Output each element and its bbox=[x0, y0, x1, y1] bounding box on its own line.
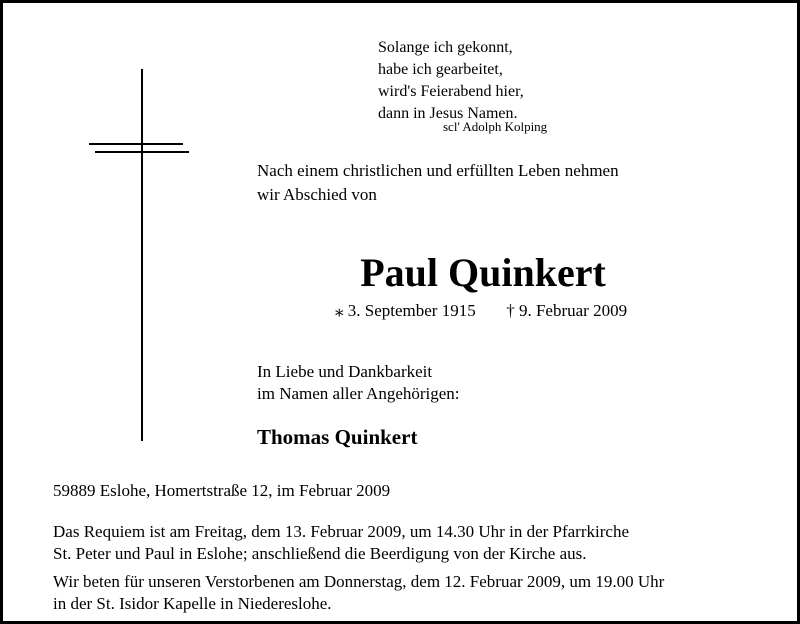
poem-line: dann in Jesus Namen. bbox=[378, 105, 518, 122]
signer-name: Thomas Quinkert bbox=[257, 425, 418, 449]
cross-horizontal-bar-lower bbox=[95, 151, 189, 153]
poem-attribution: scl' Adolph Kolping bbox=[443, 119, 548, 134]
death-dagger-icon: † bbox=[506, 301, 515, 320]
address-line: 59889 Eslohe, Homertstraße 12, im Februar 2009 bbox=[53, 481, 391, 500]
intro-line: Nach einem christlichen und erfüllten Leben nehmen bbox=[257, 161, 619, 180]
birth-date: 3. September 1915 bbox=[347, 301, 476, 320]
intro-line: wir Abschied von bbox=[257, 185, 377, 204]
prayer-text bbox=[53, 571, 664, 615]
death-date: 9. Februar 2009 bbox=[518, 301, 628, 320]
cross-horizontal-bar-upper bbox=[89, 143, 183, 145]
mourners-text bbox=[257, 361, 460, 405]
birth-star-icon: ⁎ bbox=[335, 301, 344, 320]
deceased-name: Paul Quinkert bbox=[360, 250, 606, 295]
life-dates bbox=[335, 301, 627, 321]
prayer-line: Wir beten für unseren Verstorbenen am Donnerstag, dem 12. Februar 2009, um 19.00 Uhr bbox=[53, 572, 665, 591]
requiem-line: Das Requiem ist am Freitag, dem 13. Februar 2009, um 14.30 Uhr in der Pfarrkirche bbox=[53, 522, 629, 541]
poem-line: habe ich gearbeitet, bbox=[378, 61, 503, 78]
mourners-line: im Namen aller Angehörigen: bbox=[257, 384, 460, 403]
poem-line: wird's Feierabend hier, bbox=[378, 83, 524, 100]
poem-line: Solange ich gekonnt, bbox=[378, 39, 513, 56]
requiem-line: St. Peter und Paul in Eslohe; anschließend die Beerdigung von der Kirche aus. bbox=[53, 544, 587, 563]
requiem-text bbox=[53, 521, 629, 565]
poem bbox=[378, 37, 524, 125]
mourners-line: In Liebe und Dankbarkeit bbox=[257, 362, 433, 381]
prayer-line: in der St. Isidor Kapelle in Niedereslohe. bbox=[53, 594, 332, 613]
intro-text bbox=[257, 159, 619, 207]
